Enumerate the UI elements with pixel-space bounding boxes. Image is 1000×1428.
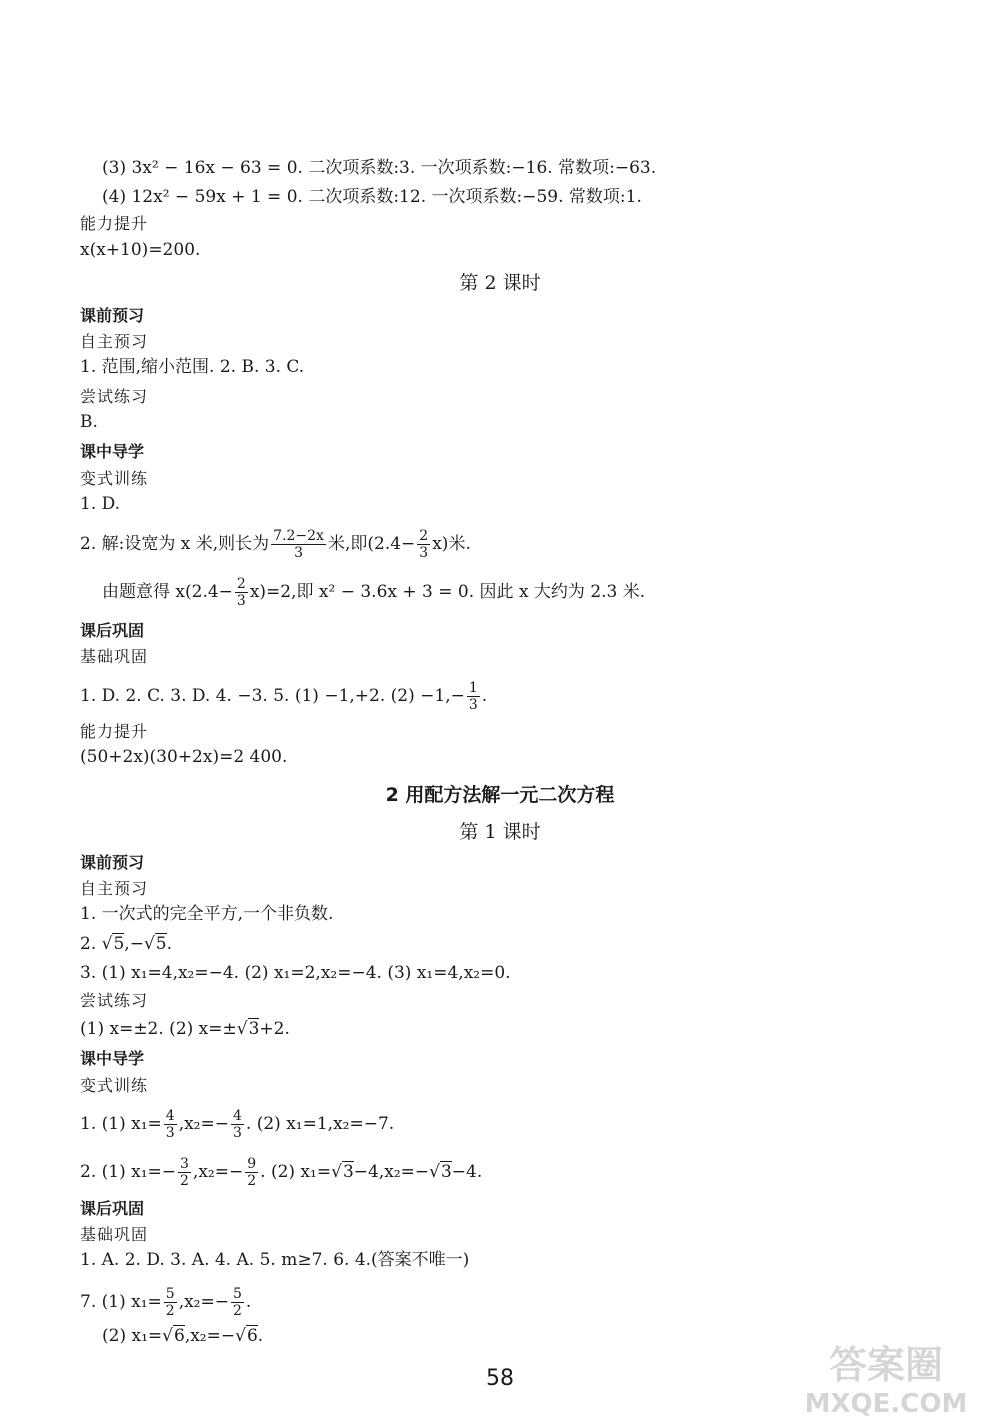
subheading-jcgg: 基础巩固 <box>80 647 149 666</box>
bsxl-answer-2-cont: 由题意得 x(2.4− $\frac{2}{3}$ x)=2,即 x² − 3.6x + 3 = 0. 因此 x 大约为 2.3 米. <box>102 576 646 609</box>
zzyx-answer-3: 3. (1) x₁=4,x₂=−4. (2) x₁=2,x₂=−4. (3) x₁=4,x₂=0. <box>80 963 511 983</box>
fraction: $\frac{2}{3}$ <box>419 528 429 561</box>
subheading-cslx: 尝试练习 <box>80 387 149 406</box>
watermark-text-1: 答案圈 <box>828 1343 944 1387</box>
lesson-2-title: 第 2 课时 <box>459 272 541 294</box>
fraction: $\frac{4}{3}$ <box>165 1108 175 1141</box>
section-title: 2 用配方法解一元二次方程 <box>385 784 615 806</box>
subheading-nengli-2: 能力提升 <box>80 722 149 741</box>
bsxl-answer-1: 1. D. <box>80 494 121 514</box>
zzyx-answer-1: 1. 一次式的完全平方,一个非负数. <box>80 904 334 924</box>
subheading-bsxl: 变式训练 <box>80 469 149 488</box>
cslx-answer-2: (1) x=±2. (2) x=±√3+2. <box>80 1019 290 1039</box>
lesson-1-title: 第 1 课时 <box>459 821 541 843</box>
fraction: $\frac{7.2-2x}{3}$ <box>273 528 324 561</box>
subheading-nengli: 能力提升 <box>80 214 149 233</box>
fraction: $\frac{2}{3}$ <box>236 576 246 609</box>
fraction: $\frac{1}{3}$ <box>468 680 478 713</box>
bsxl-answer-2b: 2. (1) x₁=− $\frac{3}{2}$ ,x₂=− $\frac{9}{2}$ . (2) x₁=√3−4,x₂=−√3−4. <box>80 1156 483 1189</box>
bsxl-answer-2: 2. 解:设宽为 x 米,则长为 $\frac{7.2-2x}{3}$ 米,即(2.4− $\frac{2}{3}$ x)米. <box>80 528 471 561</box>
jcgg-answer-7-1: 7. (1) x₁= $\frac{5}{2}$ ,x₂=− $\frac{5}{2}$ . <box>80 1286 252 1319</box>
answer-4: (4) 12x² − 59x + 1 = 0. 二次项系数:12. 一次项系数:−59. 常数项:1. <box>102 187 642 207</box>
fraction: $\frac{9}{2}$ <box>247 1156 257 1189</box>
fraction: $\frac{5}{2}$ <box>165 1286 175 1319</box>
heading-khgg: 课后巩固 <box>80 621 145 640</box>
answer-3: (3) 3x² − 16x − 63 = 0. 二次项系数:3. 一次项系数:−16. 常数项:−63. <box>102 158 657 178</box>
heading-kzdx-2: 课中导学 <box>80 1049 145 1068</box>
fraction: $\frac{5}{2}$ <box>232 1286 242 1319</box>
jcgg-answer-1: 1. A. 2. D. 3. A. 4. A. 5. m≥7. 6. 4.(答案不唯一) <box>80 1250 470 1270</box>
cslx-answer: B. <box>80 412 98 432</box>
heading-khgg-2: 课后巩固 <box>80 1199 145 1218</box>
zzyx-answer: 1. 范围,缩小范围. 2. B. 3. C. <box>80 357 305 377</box>
subheading-zzyx-2: 自主预习 <box>80 879 149 898</box>
subheading-bsxl-2: 变式训练 <box>80 1076 149 1095</box>
page-number: 58 <box>486 1366 514 1391</box>
subheading-zzyx: 自主预习 <box>80 332 149 351</box>
fraction: $\frac{4}{3}$ <box>232 1108 242 1141</box>
fraction: $\frac{3}{2}$ <box>180 1156 189 1189</box>
nengli-answer-2: (50+2x)(30+2x)=2 400. <box>80 747 288 767</box>
subheading-jcgg-2: 基础巩固 <box>80 1225 149 1244</box>
heading-kzdx: 课中导学 <box>80 442 145 461</box>
bsxl-answer-1b: 1. (1) x₁= $\frac{4}{3}$ ,x₂=− $\frac{4}{3}$ . (2) x₁=1,x₂=−7. <box>80 1108 395 1141</box>
watermark-logo <box>786 1334 986 1420</box>
subheading-cslx-2: 尝试练习 <box>80 991 149 1010</box>
heading-kqyx-2: 课前预习 <box>80 853 145 872</box>
jcgg-answer-7-2: (2) x₁=√6,x₂=−√6. <box>102 1326 264 1346</box>
jcgg-answer: 1. D. 2. C. 3. D. 4. −3. 5. (1) −1,+2. (2) −1,− $\frac{1}{3}$ . <box>80 680 488 713</box>
nengli-answer: x(x+10)=200. <box>80 240 201 260</box>
zzyx-answer-2: 2. √5,−√5. <box>80 934 173 954</box>
heading-kqyx: 课前预习 <box>80 306 145 325</box>
watermark-text-2: MXQE.COM <box>804 1389 968 1419</box>
